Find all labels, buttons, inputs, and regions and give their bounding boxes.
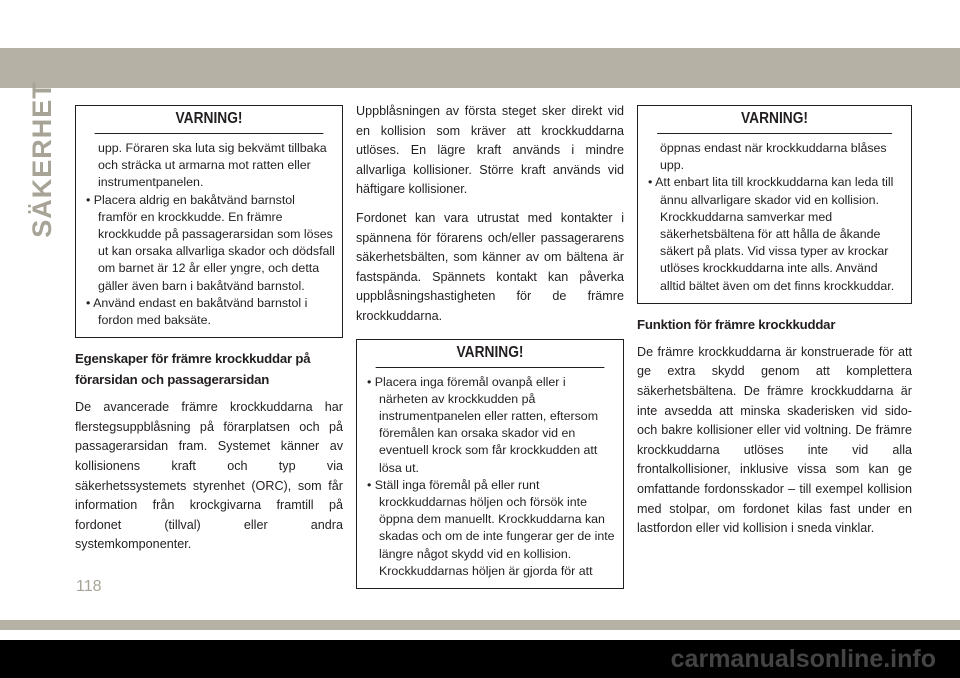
warning-box-3-title: VARNING! xyxy=(657,106,892,134)
column-1 xyxy=(75,105,343,564)
warning-box-3-body xyxy=(638,134,911,303)
warning-box-1-bullet-1: • Placera aldrig en bakåtvänd barnstol framför en krockkudde. En främre krockkudde på passagerarsidan som löses ut kan orsaka allvarliga skador och dödsfall om barnet är 12 år eller yngre, och detta gäller även barn i bakåtvänd barnstol. xyxy=(86,192,336,295)
warning-box-2-bullet-1: • Placera inga föremål ovanpå eller i närheten av krockkudden på instrumentpanelen eller ratten, eftersom föremålen kan orsaka skador vid en eventuell krock som får krockkudden att lösa ut. xyxy=(367,374,617,477)
warning-box-1-body xyxy=(76,134,342,337)
bottom-band xyxy=(0,620,960,630)
watermark-text: carmanualsonline.info xyxy=(670,644,936,673)
warning-box-2-body xyxy=(357,368,623,588)
paragraph-first-stage: Uppblåsningen av första steget sker direkt vid en kollision som kräver att krockkuddarna utlöses. En lägre kraft används i mindre allvarliga kollisioner. Större kraft används vid häftigare kollisioner. xyxy=(356,104,624,197)
warning-box-3-bullet-1: • Att enbart lita till krockkuddarna kan leda till ännu allvarligare skador vid en kollision. Krockkuddarna samverkar med säkerhetsbältena för att hålla de åkande säkert på plats. Vid vissa typer av krockar utlöses krockkuddarna inte alls. Använd alltid bältet även om det finns krockkuddar. xyxy=(648,174,905,294)
watermark-bar xyxy=(0,640,960,678)
warning-box-3-continuation: öppnas endast när krockkuddarna blåses upp. xyxy=(660,141,887,173)
paragraph-front-airbag-function: De främre krockkuddarna är konstruerade för att ge extra skydd genom att komplettera säkerhetsbältena. De främre krockkuddarna är inte avsedda att minska skaderisken vid sido- och bakre kollisioner eller vid voltning. De främre krockkuddarna utlöses inte vid alla frontalkollisioner, inklusive vissa som kan ge omfattande fordonsskador – till exempel kollision med stolpar, om fordonet kilas fast under en lastfordon eller vid kollision i sneda vinklar. xyxy=(637,344,912,536)
warning-box-2 xyxy=(356,339,624,589)
section-side-label xyxy=(22,80,62,238)
warning-box-2-title: VARNING! xyxy=(376,340,605,368)
warning-box-2-bullet-2: • Ställ inga föremål på eller runt krockkuddarnas höljen och försök inte öppna dem manuellt. Krockkuddarna kan skadas och om de inte fungerar ger de inte längre något skydd vid en kollision. Krockkuddarnas höljen är gjorda för att xyxy=(367,477,617,580)
section-heading-front-airbag-properties: Egenskaper för främre krockkuddar på förarsidan och passagerarsidan xyxy=(75,351,311,388)
warning-box-1-bullet-2: • Använd endast en bakåtvänd barnstol i fordon med baksäte. xyxy=(86,295,336,329)
warning-box-1 xyxy=(75,105,343,338)
section-side-label-text: SÄKERHET xyxy=(26,80,57,238)
top-band xyxy=(0,48,960,88)
column-3 xyxy=(637,105,912,548)
warning-box-1-continuation: upp. Föraren ska luta sig bekvämt tillbaka och sträcka ut armarna mot ratten eller instrumentpanelen. xyxy=(98,141,327,190)
warning-box-3 xyxy=(637,105,912,304)
warning-box-1-title: VARNING! xyxy=(95,106,324,134)
paragraph-buckle-switches: Fordonet kan vara utrustat med kontakter i spännena för förarens och/eller passagerarens säkerhetsbälten, som känner av om bältena är fastspända. Spännets kontakt kan påverka uppblåsningshastigheten för de främre krockkuddarna. xyxy=(356,210,624,323)
column-2 xyxy=(356,102,624,589)
page-number: 118 xyxy=(76,578,102,595)
section-heading-front-airbag-function: Funktion för främre krockkuddar xyxy=(637,316,836,332)
paragraph-advanced-airbags: De avancerade främre krockkuddarna har flerstegsuppblåsning på förarplatsen och på passagerarsidan fram. Systemet känner av kollisionens kraft och typ via säkerhetssystemets styrenhet (ORC), som får information från krockgivarna framtill på fordonet (tillval) eller andra systemkomponenter. xyxy=(75,400,343,552)
